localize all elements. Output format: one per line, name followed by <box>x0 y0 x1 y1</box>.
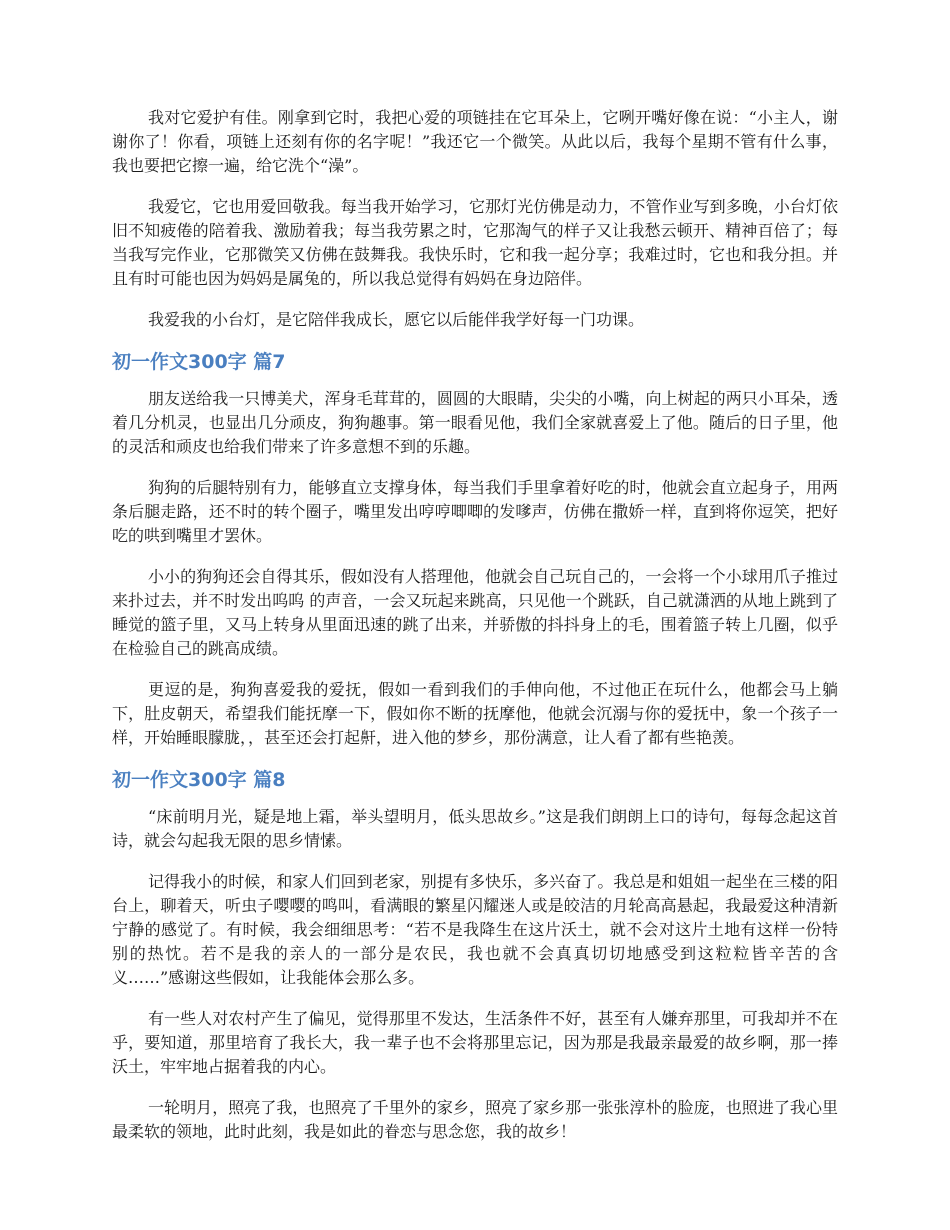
paragraph: 记得我小的时候，和家人们回到老家，别提有多快乐，多兴奋了。我总是和姐姐一起坐在三楼的阳台上，聊着天，听虫子嘤嘤的鸣叫，看满眼的繁星闪耀迷人或是皎洁的月轮高高悬起，我最爱这种清新宁静的感觉了。有时候，我会细细思考：“若不是我降生在这片沃土，就不会对这片土地有这样一份特别的热忱。若不是我的亲人的一部分是农民，我也就不会真真切切地感受到这粒粒皆辛苦的含义……”感谢这些假如，让我能体会那么多。 <box>112 872 838 987</box>
document-page <box>112 106 838 1161</box>
paragraph: “床前明月光，疑是地上霜，举头望明月，低头思故乡。”这是我们朗朗上口的诗句，每每念起这首诗，就会勾起我无限的思乡情愫。 <box>112 807 838 850</box>
paragraph: 小小的狗狗还会自得其乐，假如没有人搭理他，他就会自己玩自己的，一会将一个小球用爪子推过来扑过去，并不时发出呜呜 的声音，一会又玩起来跳高，只见他一个跳跃，自己就潇洒的从地上跳到了睡觉的篮子里，又马上转身从里面迅速的跳了出来，并骄傲的抖抖身上的毛，围着篮子转上几圈，似乎在检验自己的跳高成绩。 <box>112 567 838 658</box>
paragraph: 我爱它，它也用爱回敬我。每当我开始学习，它那灯光仿佛是动力，不管作业写到多晚，小台灯依旧不知疲倦的陪着我、激励着我；每当我劳累之时，它那淘气的样子又让我愁云顿开、精神百倍了；每当我写完作业，它那微笑又仿佛在鼓舞我。我快乐时，它和我一起分享；我难过时，它也和我分担。并且有时可能也因为妈妈是属兔的，所以我总觉得有妈妈在身边陪伴。 <box>112 197 838 288</box>
paragraph: 我爱我的小台灯，是它陪伴我成长，愿它以后能伴我学好每一门功课。 <box>148 310 645 329</box>
paragraph: 朋友送给我一只博美犬，浑身毛茸茸的，圆圆的大眼睛，尖尖的小嘴，向上树起的两只小耳朵，透着几分机灵，也显出几分顽皮，狗狗趣事。第一眼看见他，我们全家就喜爱上了他。随后的日子里，他的灵活和顽皮也给我们带来了许多意想不到的乐趣。 <box>112 389 838 456</box>
paragraph: 我对它爱护有佳。刚拿到它时，我把心爱的项链挂在它耳朵上，它咧开嘴好像在说：“小主人，谢谢你了！你看，项链上还刻有你的名字呢！”我还它一个微笑。从此以后，我每个星期不管有什么事，我也要把它擦一遍，给它洗个“澡”。 <box>112 108 838 175</box>
paragraph: 一轮明月，照亮了我，也照亮了千里外的家乡，照亮了家乡那一张张淳朴的脸庞，也照进了我心里最柔软的领地，此时此刻，我是如此的眷恋与思念您，我的故乡！ <box>112 1098 838 1141</box>
section-heading: 初一作文300字 篇7 <box>112 351 286 373</box>
paragraph: 狗狗的后腿特别有力，能够直立支撑身体，每当我们手里拿着好吃的时，他就会直立起身子，用两条后腿走路，还不时的转个圈子，嘴里发出哼哼唧唧的发嗲声，仿佛在撒娇一样，直到将你逗笑，把好吃的哄到嘴里才罢休。 <box>112 478 838 545</box>
section-heading: 初一作文300字 篇8 <box>112 769 286 791</box>
paragraph: 更逗的是，狗狗喜爱我的爱抚，假如一看到我们的手伸向他，不过他正在玩什么，他都会马上躺下，肚皮朝天，希望我们能抚摩一下，假如你不断的抚摩他，他就会沉溺与你的爱抚中，象一个孩子一样，开始睡眼朦胧，，甚至还会打起鼾，进入他的梦乡，那份满意，让人看了都有些艳羡。 <box>112 680 838 747</box>
paragraph: 有一些人对农村产生了偏见，觉得那里不发达，生活条件不好，甚至有人嫌弃那里，可我却并不在乎，要知道，那里培育了我长大，我一辈子也不会将那里忘记，因为那是我最亲最爱的故乡啊，那一捧沃土，牢牢地占据着我的内心。 <box>112 1009 838 1076</box>
